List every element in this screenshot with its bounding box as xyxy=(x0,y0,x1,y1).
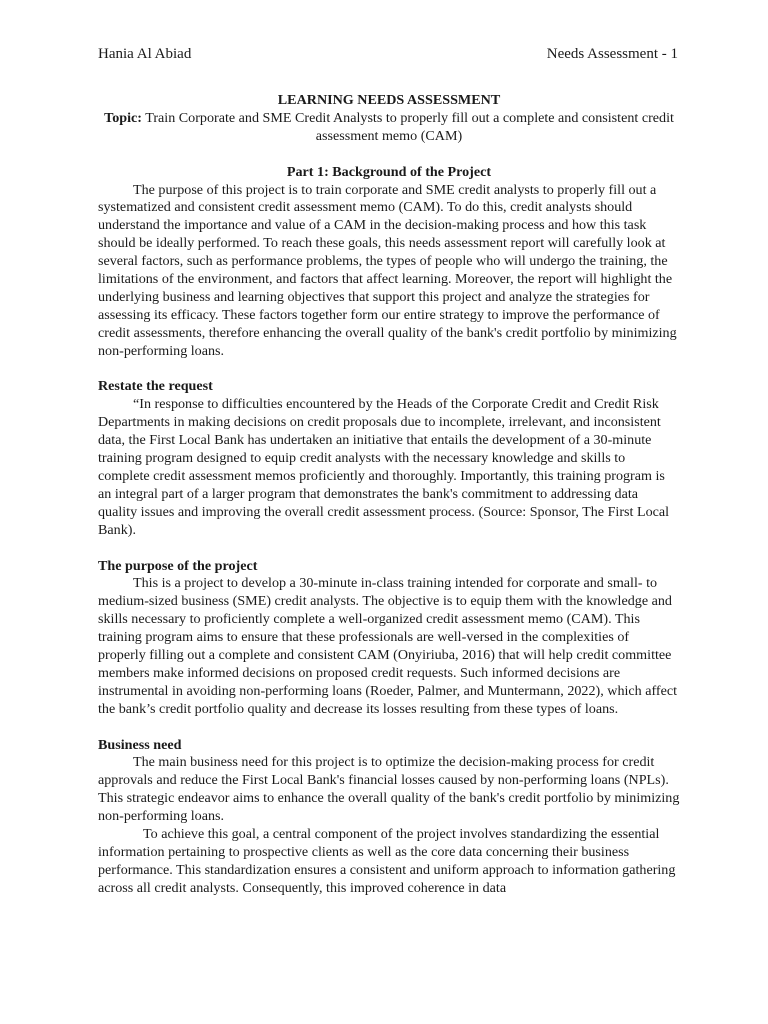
document-topic xyxy=(98,110,680,146)
part1-heading: Part 1: Background of the Project xyxy=(286,163,492,180)
business-paragraph-2: To achieve this goal, a central component of the project involves standardizing the essential information pertaining to prospective clients as well as the core data concerning their business performance. This standardization ensures a consistent and uniform approach to information gathering across all credit analysts. Consequently, this improved coherence in data xyxy=(98,826,676,896)
document-body xyxy=(98,92,680,898)
purpose-heading: The purpose of the project xyxy=(98,557,258,574)
business-paragraph-1: The main business need for this project is to optimize the decision-making process for credit approvals and reduce the First Local Bank's financial losses caused by non-performing loans (NPLs). This strategic endeavor aims to enhance the overall quality of the bank's credit portfolio by minimizing non-performing loans. xyxy=(98,754,680,825)
topic-text: Train Corporate and SME Credit Analysts to properly fill out a complete and consistent credit assessment memo (CAM) xyxy=(141,109,674,144)
header-author: Hania Al Abiad xyxy=(98,46,192,62)
background-paragraph: The purpose of this project is to train corporate and SME credit analysts to properly fill out a systematized and consistent credit assessment memo (CAM). To do this, credit analysts should understand the importance and value of a CAM in the decision-making process and how this task should be ideally performed. To reach these goals, this needs assessment report will carefully look at several factors, such as performance problems, the types of people who will undergo the training, the limitations of the environment, and factors that affect learning. Moreover, the report will highlight the underlying business and learning objectives that support this project and analyze the strategies for assessing its efficacy. These factors together form our entire strategy to improve the performance of credit assessments, therefore enhancing the overall quality of the bank's credit portfolio by minimizing non-performing loans. xyxy=(98,181,677,359)
header-running-title: Needs Assessment - 1 xyxy=(546,46,678,62)
purpose-paragraph: This is a project to develop a 30-minute in-class training intended for corporate and small- to medium-sized business (SME) credit analysts. The objective is to equip them with the knowledge and skills necessary to proficiently complete a well-organized credit assessment memo (CAM). This training program aims to ensure that these professionals are well-versed in the complexities of properly filling out a complete and consistent CAM (Onyiriuba, 2016) that will help credit committee members make informed decisions on proposed credit requests. Such informed decisions are instrumental in avoiding non-performing loans (Roeder, Palmer, and Muntermann, 2022), which affect the bank’s credit portfolio quality and decrease its losses resulting from these types of loans. xyxy=(98,575,678,717)
document-title: LEARNING NEEDS ASSESSMENT xyxy=(277,92,501,108)
page-header xyxy=(98,44,678,64)
restate-paragraph: “In response to difficulties encountered by the Heads of the Corporate Credit and Credit Risk Departments in making decisions on credit proposals due to incomplete, irrelevant, and inconsistent data, the First Local Bank has undertaken an initiative that entails the development of a 30-minute training program designed to equip credit analysts with the necessary knowledge and skills to complete credit assessment memos proficiently and thoroughly. Importantly, this training program is an integral part of a larger program that demonstrates the bank's commitment to addressing data quality issues and improving the overall credit assessment process. (Source: Sponsor, The First Local Bank). xyxy=(98,396,670,538)
topic-label: Topic: xyxy=(104,109,142,126)
restate-heading: Restate the request xyxy=(98,378,213,395)
business-need-heading: Business need xyxy=(98,736,182,753)
